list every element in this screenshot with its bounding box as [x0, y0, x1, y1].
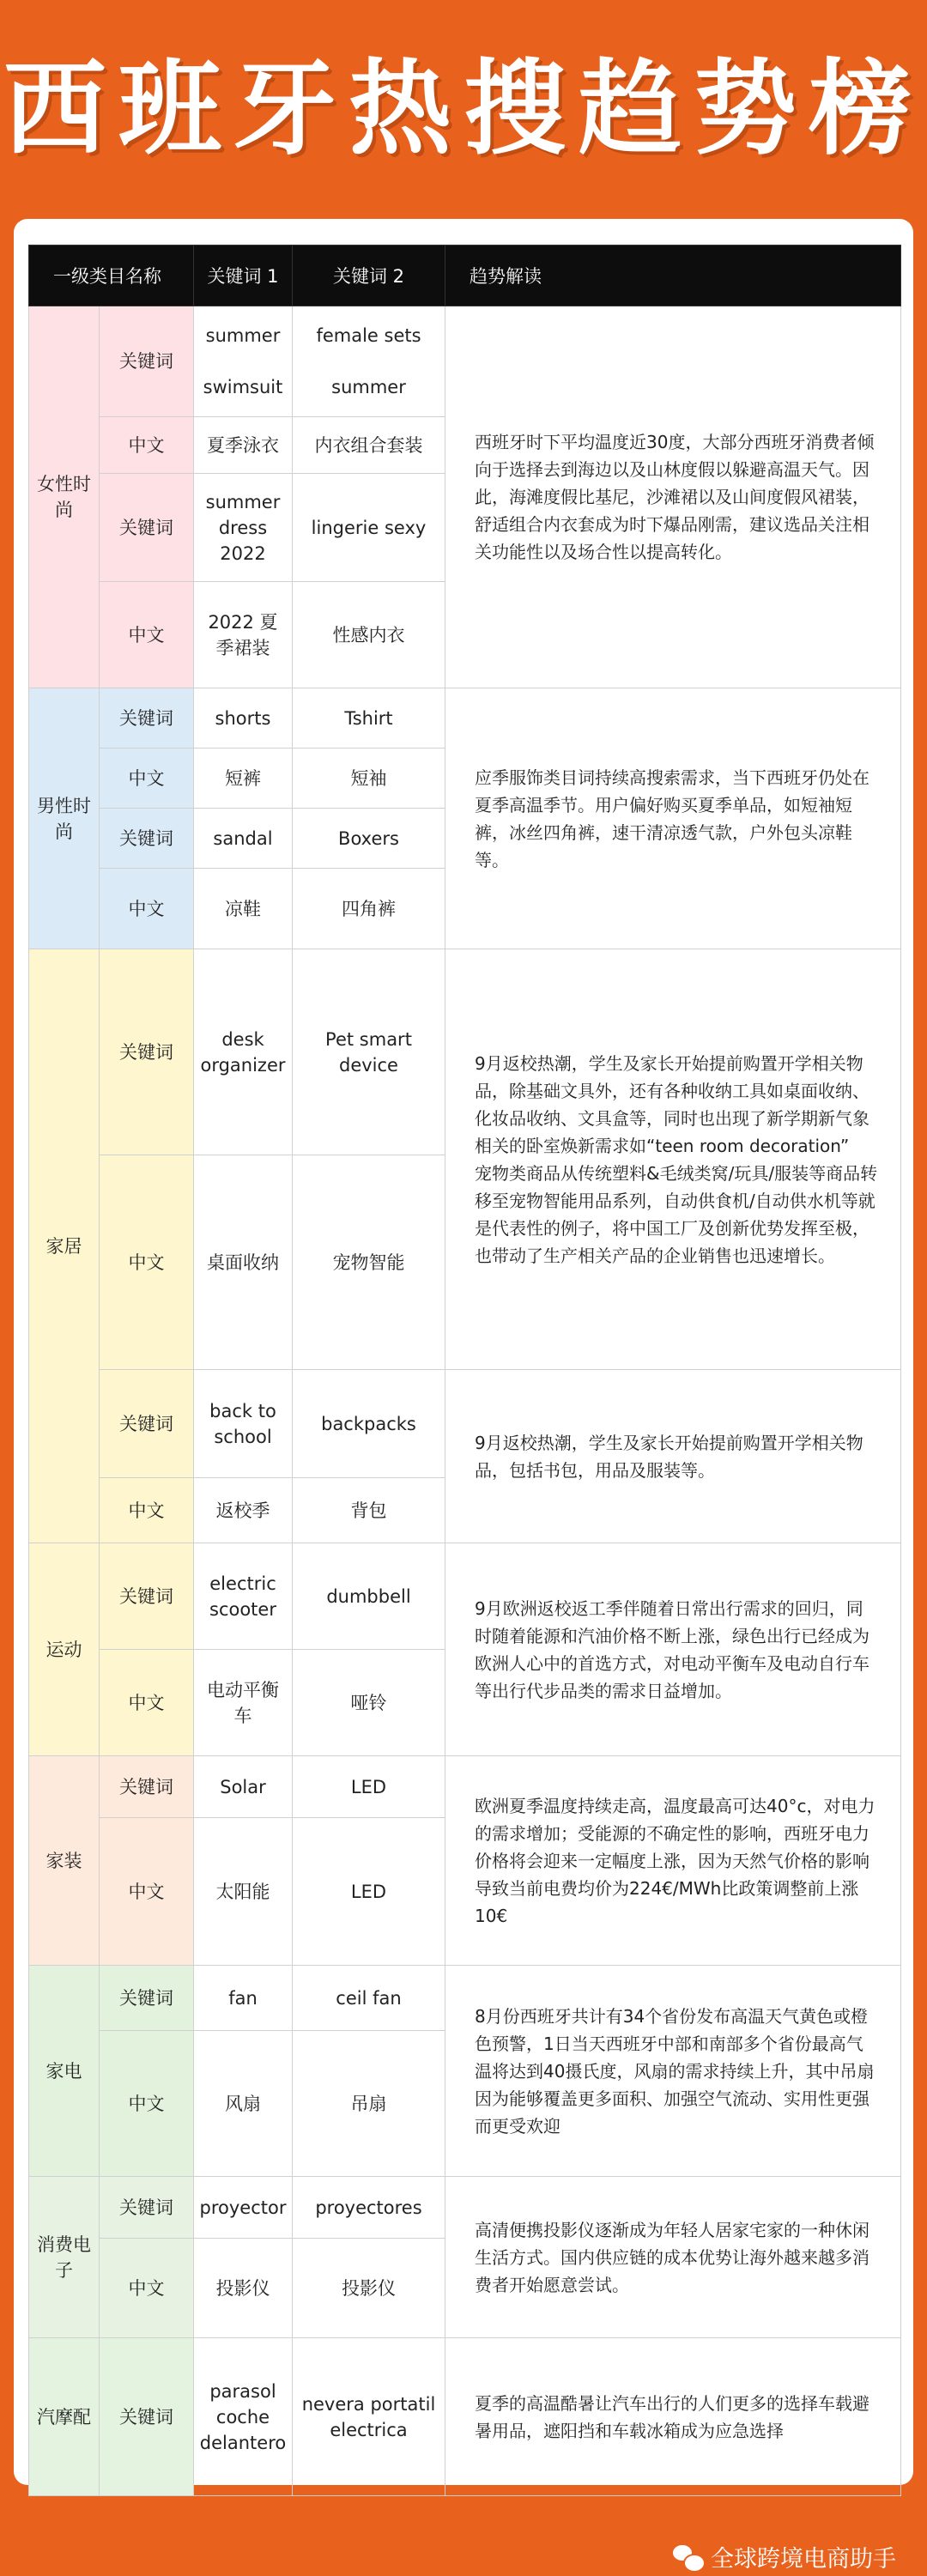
trend-text: 9月返校热潮，学生及家长开始提前购置开学相关物品，除基础文具外，还有各种收纳工具如桌面收纳、化妆品收纳、文具盒等，同时也出现了新学期新气象相关的卧室焕新需求如“teen room decoration” 宠物类商品从传统塑料&毛绒类窝/玩具/服装等商品转移至宠物智能用品系列，自动供食机/自动供水机等就是代表性的例子，将中国工厂及创新优势发挥至极，也带动了生产相关产品的企业销售也迅速增长。 [445, 949, 901, 1370]
row-label: 关键词 [100, 1966, 194, 2031]
row-label: 中文 [100, 582, 194, 688]
row-label: 关键词 [100, 1543, 194, 1650]
category-electronics: 消费电子 [29, 2177, 100, 2338]
category-women: 女性时尚 [29, 306, 100, 688]
keyword-cell: fan [194, 1966, 293, 2031]
table-row [29, 306, 901, 417]
trend-table [28, 245, 901, 2496]
header-category: 一级类目名称 [29, 245, 194, 306]
category-men: 男性时尚 [29, 688, 100, 949]
row-label: 关键词 [100, 2338, 194, 2496]
chinese-cell: LED [293, 1818, 445, 1966]
chinese-cell: 哑铃 [293, 1650, 445, 1756]
trend-text: 高清便携投影仪逐渐成为年轻人居家宅家的一种休闲生活方式。国内供应链的成本优势让海外越来越多消费者开始愿意尝试。 [445, 2177, 901, 2338]
keyword-cell: lingerie sexy [293, 474, 445, 582]
category-sport: 运动 [29, 1543, 100, 1756]
page-title: 西班牙热搜趋势榜 [3, 50, 924, 169]
trend-text: 8月份西班牙共计有34个省份发布高温天气黄色或橙色预警，1日当天西班牙中部和南部多个省份最高气温将达到40摄氏度，风扇的需求持续上升，其中吊扇因为能够覆盖更多面积、加强空气流动、实用性更强而更受欢迎 [445, 1966, 901, 2177]
table-row [29, 1756, 901, 1818]
chinese-cell: 宠物智能 [293, 1155, 445, 1370]
watermark-text: 全球跨境电商助手 [711, 2545, 896, 2573]
keyword-cell: Boxers [293, 809, 445, 869]
keyword-cell: proyector [194, 2177, 293, 2239]
keyword-cell: shorts [194, 688, 293, 749]
keyword-cell: Pet smart device [293, 949, 445, 1155]
table-row [29, 1543, 901, 1650]
category-appliance: 家电 [29, 1966, 100, 2177]
header-kw1: 关键词 1 [194, 245, 293, 306]
table-row [29, 2338, 901, 2496]
chinese-cell: 桌面收纳 [194, 1155, 293, 1370]
keyword-cell: sandal [194, 809, 293, 869]
trend-text: 夏季的高温酷暑让汽车出行的人们更多的选择车载避暑用品，遮阳挡和车载冰箱成为应急选择 [445, 2338, 901, 2496]
row-label: 中文 [100, 417, 194, 474]
keyword-cell: ceil fan [293, 1966, 445, 2031]
row-label: 中文 [100, 2239, 194, 2338]
chinese-cell: 电动平衡车 [194, 1650, 293, 1756]
wechat-icon [673, 2542, 702, 2571]
category-auto: 汽摩配 [29, 2338, 100, 2496]
chinese-cell: 吊扇 [293, 2031, 445, 2177]
trend-text: 9月返校热潮，学生及家长开始提前购置开学相关物品，包括书包，用品及服装等。 [445, 1370, 901, 1543]
chinese-cell: 投影仪 [293, 2239, 445, 2338]
keyword-cell: summer dress 2022 [194, 474, 293, 582]
table-row [29, 2177, 901, 2239]
category-home: 家居 [29, 949, 100, 1543]
trend-text: 欧洲夏季温度持续走高，温度最高可达40°c，对电力的需求增加；受能源的不确定性的影响，西班牙电力价格将会迎来一定幅度上涨，因为天然气价格的影响导致当前电费均价为224€/MWh比政策调整前上涨10€ [445, 1756, 901, 1966]
chinese-cell: 性感内衣 [293, 582, 445, 688]
trend-text: 应季服饰类目词持续高搜索需求，当下西班牙仍处在夏季高温季节。用户偏好购买夏季单品，如短袖短裤，冰丝四角裤，速干清凉透气款，户外包头凉鞋等。 [445, 688, 901, 949]
keyword-cell: female sets summer [293, 306, 445, 417]
chinese-cell: 内衣组合套装 [293, 417, 445, 474]
chinese-cell: 太阳能 [194, 1818, 293, 1966]
keyword-cell: LED [293, 1756, 445, 1818]
watermark [673, 2539, 896, 2573]
row-label: 中文 [100, 749, 194, 809]
chinese-cell: 风扇 [194, 2031, 293, 2177]
keyword-cell: electric scooter [194, 1543, 293, 1650]
row-label: 中文 [100, 869, 194, 949]
keyword-cell: desk organizer [194, 949, 293, 1155]
row-label: 关键词 [100, 688, 194, 749]
row-label: 中文 [100, 1818, 194, 1966]
table-row [29, 1966, 901, 2031]
row-label: 关键词 [100, 2177, 194, 2239]
row-label: 关键词 [100, 1756, 194, 1818]
row-label: 中文 [100, 1650, 194, 1756]
table-header-row [29, 245, 901, 306]
chinese-cell: 夏季泳衣 [194, 417, 293, 474]
table-row [29, 949, 901, 1155]
trend-text: 西班牙时下平均温度近30度，大部分西班牙消费者倾向于选择去到海边以及山林度假以躲避高温天气。因此，海滩度假比基尼，沙滩裙以及山间度假风裙装，舒适组合内衣套成为时下爆品刚需，建议选品关注相关功能性以及场合性以提高转化。 [445, 306, 901, 688]
category-deco: 家装 [29, 1756, 100, 1966]
row-label: 中文 [100, 1478, 194, 1543]
row-label: 中文 [100, 2031, 194, 2177]
row-label: 关键词 [100, 474, 194, 582]
keyword-cell: parasol coche delantero [194, 2338, 293, 2496]
table-row [29, 1370, 901, 1478]
trend-text: 9月欧洲返校返工季伴随着日常出行需求的回归，同时随着能源和汽油价格不断上涨，绿色出行已经成为欧洲人心中的首选方式，对电动平衡车及电动自行车等出行代步品类的需求日益增加。 [445, 1543, 901, 1756]
row-label: 关键词 [100, 306, 194, 417]
keyword-cell: Tshirt [293, 688, 445, 749]
chinese-cell: 短裤 [194, 749, 293, 809]
chinese-cell: 四角裤 [293, 869, 445, 949]
row-label: 中文 [100, 1155, 194, 1370]
header-trend: 趋势解读 [445, 245, 901, 306]
chinese-cell: 凉鞋 [194, 869, 293, 949]
row-label: 关键词 [100, 809, 194, 869]
keyword-cell: proyectores [293, 2177, 445, 2239]
chinese-cell: 短袖 [293, 749, 445, 809]
keyword-cell: summer swimsuit [194, 306, 293, 417]
chinese-cell: 返校季 [194, 1478, 293, 1543]
chinese-cell: 背包 [293, 1478, 445, 1543]
keyword-cell: Solar [194, 1756, 293, 1818]
chinese-cell: 2022 夏季裙装 [194, 582, 293, 688]
keyword-cell: dumbbell [293, 1543, 445, 1650]
row-label: 关键词 [100, 949, 194, 1155]
keyword-cell: nevera portatil electrica [293, 2338, 445, 2496]
header-kw2: 关键词 2 [293, 245, 445, 306]
keyword-cell: back to school [194, 1370, 293, 1478]
keyword-cell: backpacks [293, 1370, 445, 1478]
chinese-cell: 投影仪 [194, 2239, 293, 2338]
row-label: 关键词 [100, 1370, 194, 1478]
table-row [29, 688, 901, 749]
